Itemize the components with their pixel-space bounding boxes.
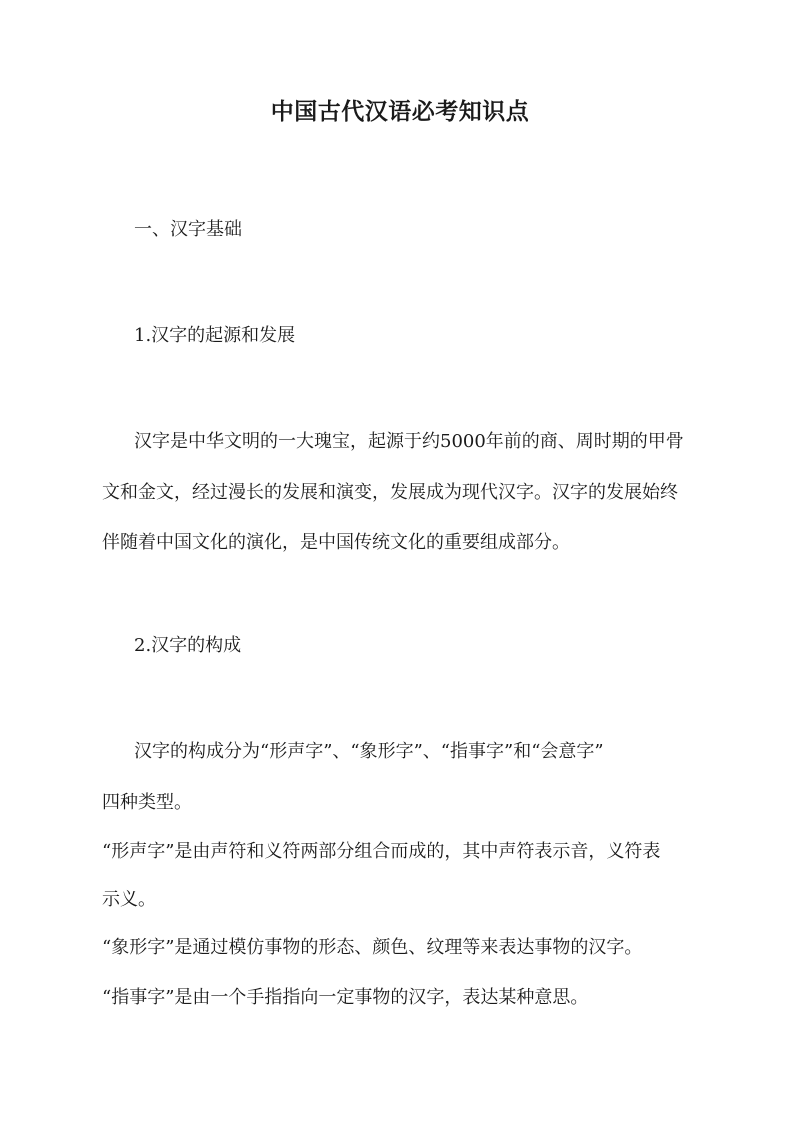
paragraph-indicative: “指事字”是由一个手指指向一定事物的汉字，表达某种意思。: [102, 987, 589, 1008]
paragraph-phonetic-line-1: “形声字”是由声符和义符两部分组合而成的，其中声符表示音，义符表: [102, 841, 661, 862]
paragraph-origin-line-3: 伴随着中国文化的演化，是中国传统文化的重要组成部分。: [102, 532, 570, 553]
paragraph-structure-line-1: 汉字的构成分为“形声字”、“象形字”、“指事字”和“会意字”: [134, 741, 604, 762]
paragraph-structure-line-2: 四种类型。: [102, 792, 192, 813]
section-heading: 一、汉字基础: [134, 219, 242, 240]
document-title: 中国古代汉语必考知识点: [270, 98, 530, 125]
subsection-heading-origin: 1.汉字的起源和发展: [134, 325, 296, 346]
paragraph-pictographic: “象形字”是通过模仿事物的形态、颜色、纹理等来表达事物的汉字。: [102, 937, 643, 958]
paragraph-origin-line-2: 文和金文，经过漫长的发展和演变，发展成为现代汉字。汉字的发展始终: [102, 482, 678, 503]
paragraph-origin-line-1: 汉字是中华文明的一大瑰宝，起源于约5000年前的商、周时期的甲骨: [134, 431, 684, 452]
paragraph-phonetic-line-2: 示义。: [102, 889, 156, 910]
subsection-heading-structure: 2.汉字的构成: [134, 635, 242, 656]
